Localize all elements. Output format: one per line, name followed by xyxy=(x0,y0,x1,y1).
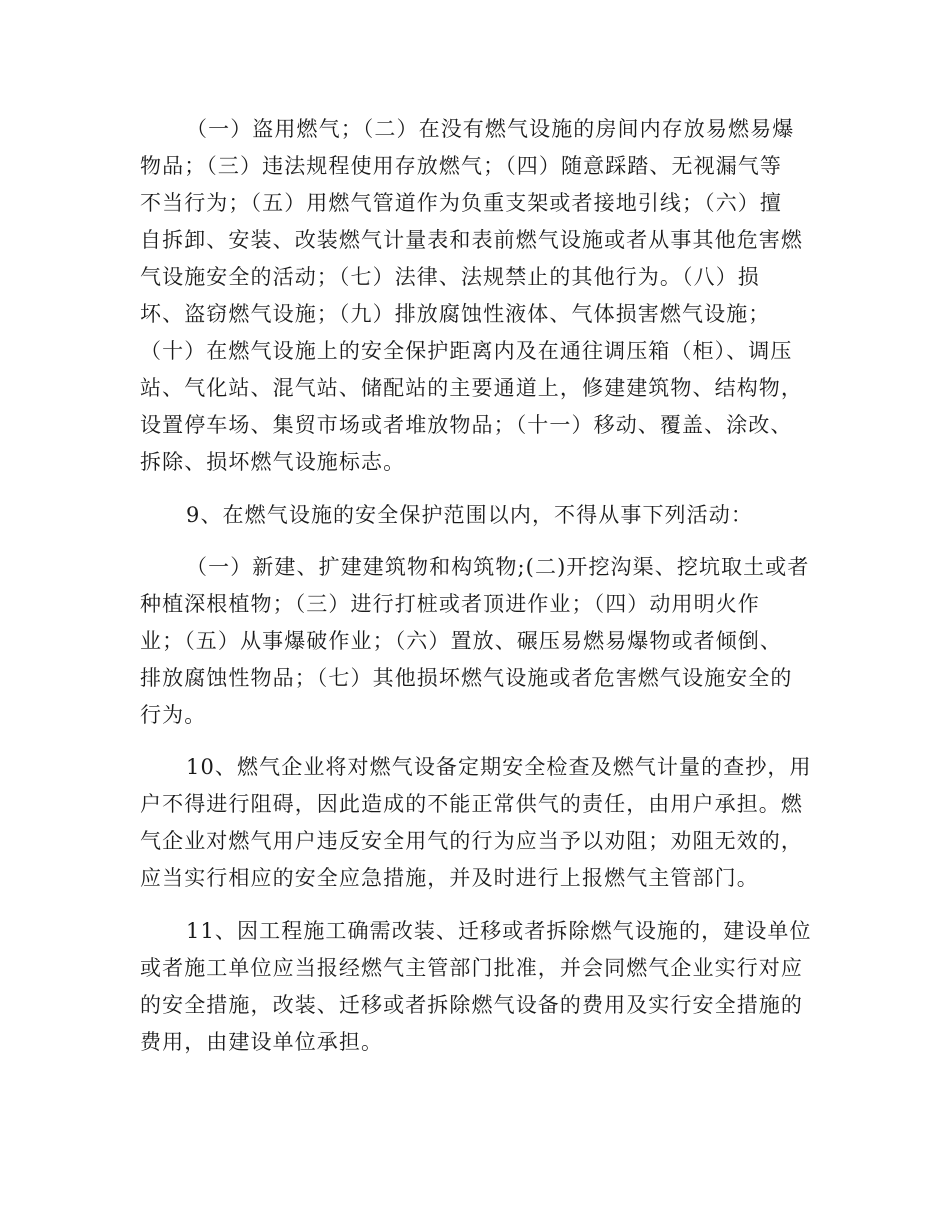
text-line: 应当实行相应的安全应急措施，并及时进行上报燃气主管部门。 xyxy=(140,866,759,890)
text-line: 设置停车场、集贸市场或者堆放物品；（十一）移动、覆盖、涂改、 xyxy=(140,413,793,437)
text-line: 9、在燃气设施的安全保护范围以内，不得从事下列活动： xyxy=(186,503,753,527)
text-line: 拆除、损坏燃气设施标志。 xyxy=(140,450,406,474)
text-line: 行为。 xyxy=(140,703,207,727)
text-line: 不当行为；（五）用燃气管道作为负重支架或者接地引线；（六）擅 xyxy=(140,191,782,215)
text-line: 户不得进行阻碍，因此造成的不能正常供气的责任，由用户承担。燃 xyxy=(140,792,803,816)
text-line: 费用，由建设单位承担。 xyxy=(140,1030,384,1054)
text-line: 气设施安全的活动；（七）法律、法规禁止的其他行为。（八）损 xyxy=(140,265,760,289)
text-line: 坏、盗窃燃气设施；（九）排放腐蚀性液体、气体损害燃气设施； xyxy=(140,302,771,326)
text-line: 气企业对燃气用户违反安全用气的行为应当予以劝阻；劝阻无效的， xyxy=(140,829,803,853)
text-line: 排放腐蚀性物品；（七）其他损坏燃气设施或者危害燃气设施安全的 xyxy=(140,666,793,690)
text-line: 10、燃气企业将对燃气设备定期安全检查及燃气计量的查抄，用 xyxy=(186,755,812,779)
text-line: 的安全措施，改装、迁移或者拆除燃气设备的费用及实行安全措施的 xyxy=(140,993,803,1017)
text-line: 业；（五）从事爆破作业；（六）置放、碾压易燃易爆物或者倾倒、 xyxy=(140,629,782,653)
text-line: 种植深根植物；（三）进行打桩或者顶进作业；（四）动用明火作 xyxy=(140,592,760,616)
text-line: （一）盗用燃气；（二）在没有燃气设施的房间内存放易燃易爆 xyxy=(186,117,795,141)
text-line: （十）在燃气设施上的安全保护距离内及在通往调压箱（柜）、调压 xyxy=(140,339,793,363)
text-line: 或者施工单位应当报经燃气主管部门批准，并会同燃气企业实行对应 xyxy=(140,956,803,980)
text-line: （一）新建、扩建建筑物和构筑物;(二)开挖沟渠、挖坑取土或者 xyxy=(186,555,810,579)
text-line: 自拆卸、安装、改装燃气计量表和表前燃气设施或者从事其他危害燃 xyxy=(140,228,803,252)
text-line: 11、因工程施工确需改装、迁移或者拆除燃气设施的，建设单位 xyxy=(186,919,812,943)
text-line: 物品；（三）违法规程使用存放燃气；（四）随意踩踏、无视漏气等 xyxy=(140,154,782,178)
text-line: 站、气化站、混气站、储配站的主要通道上，修建建筑物、结构物， xyxy=(140,376,803,400)
